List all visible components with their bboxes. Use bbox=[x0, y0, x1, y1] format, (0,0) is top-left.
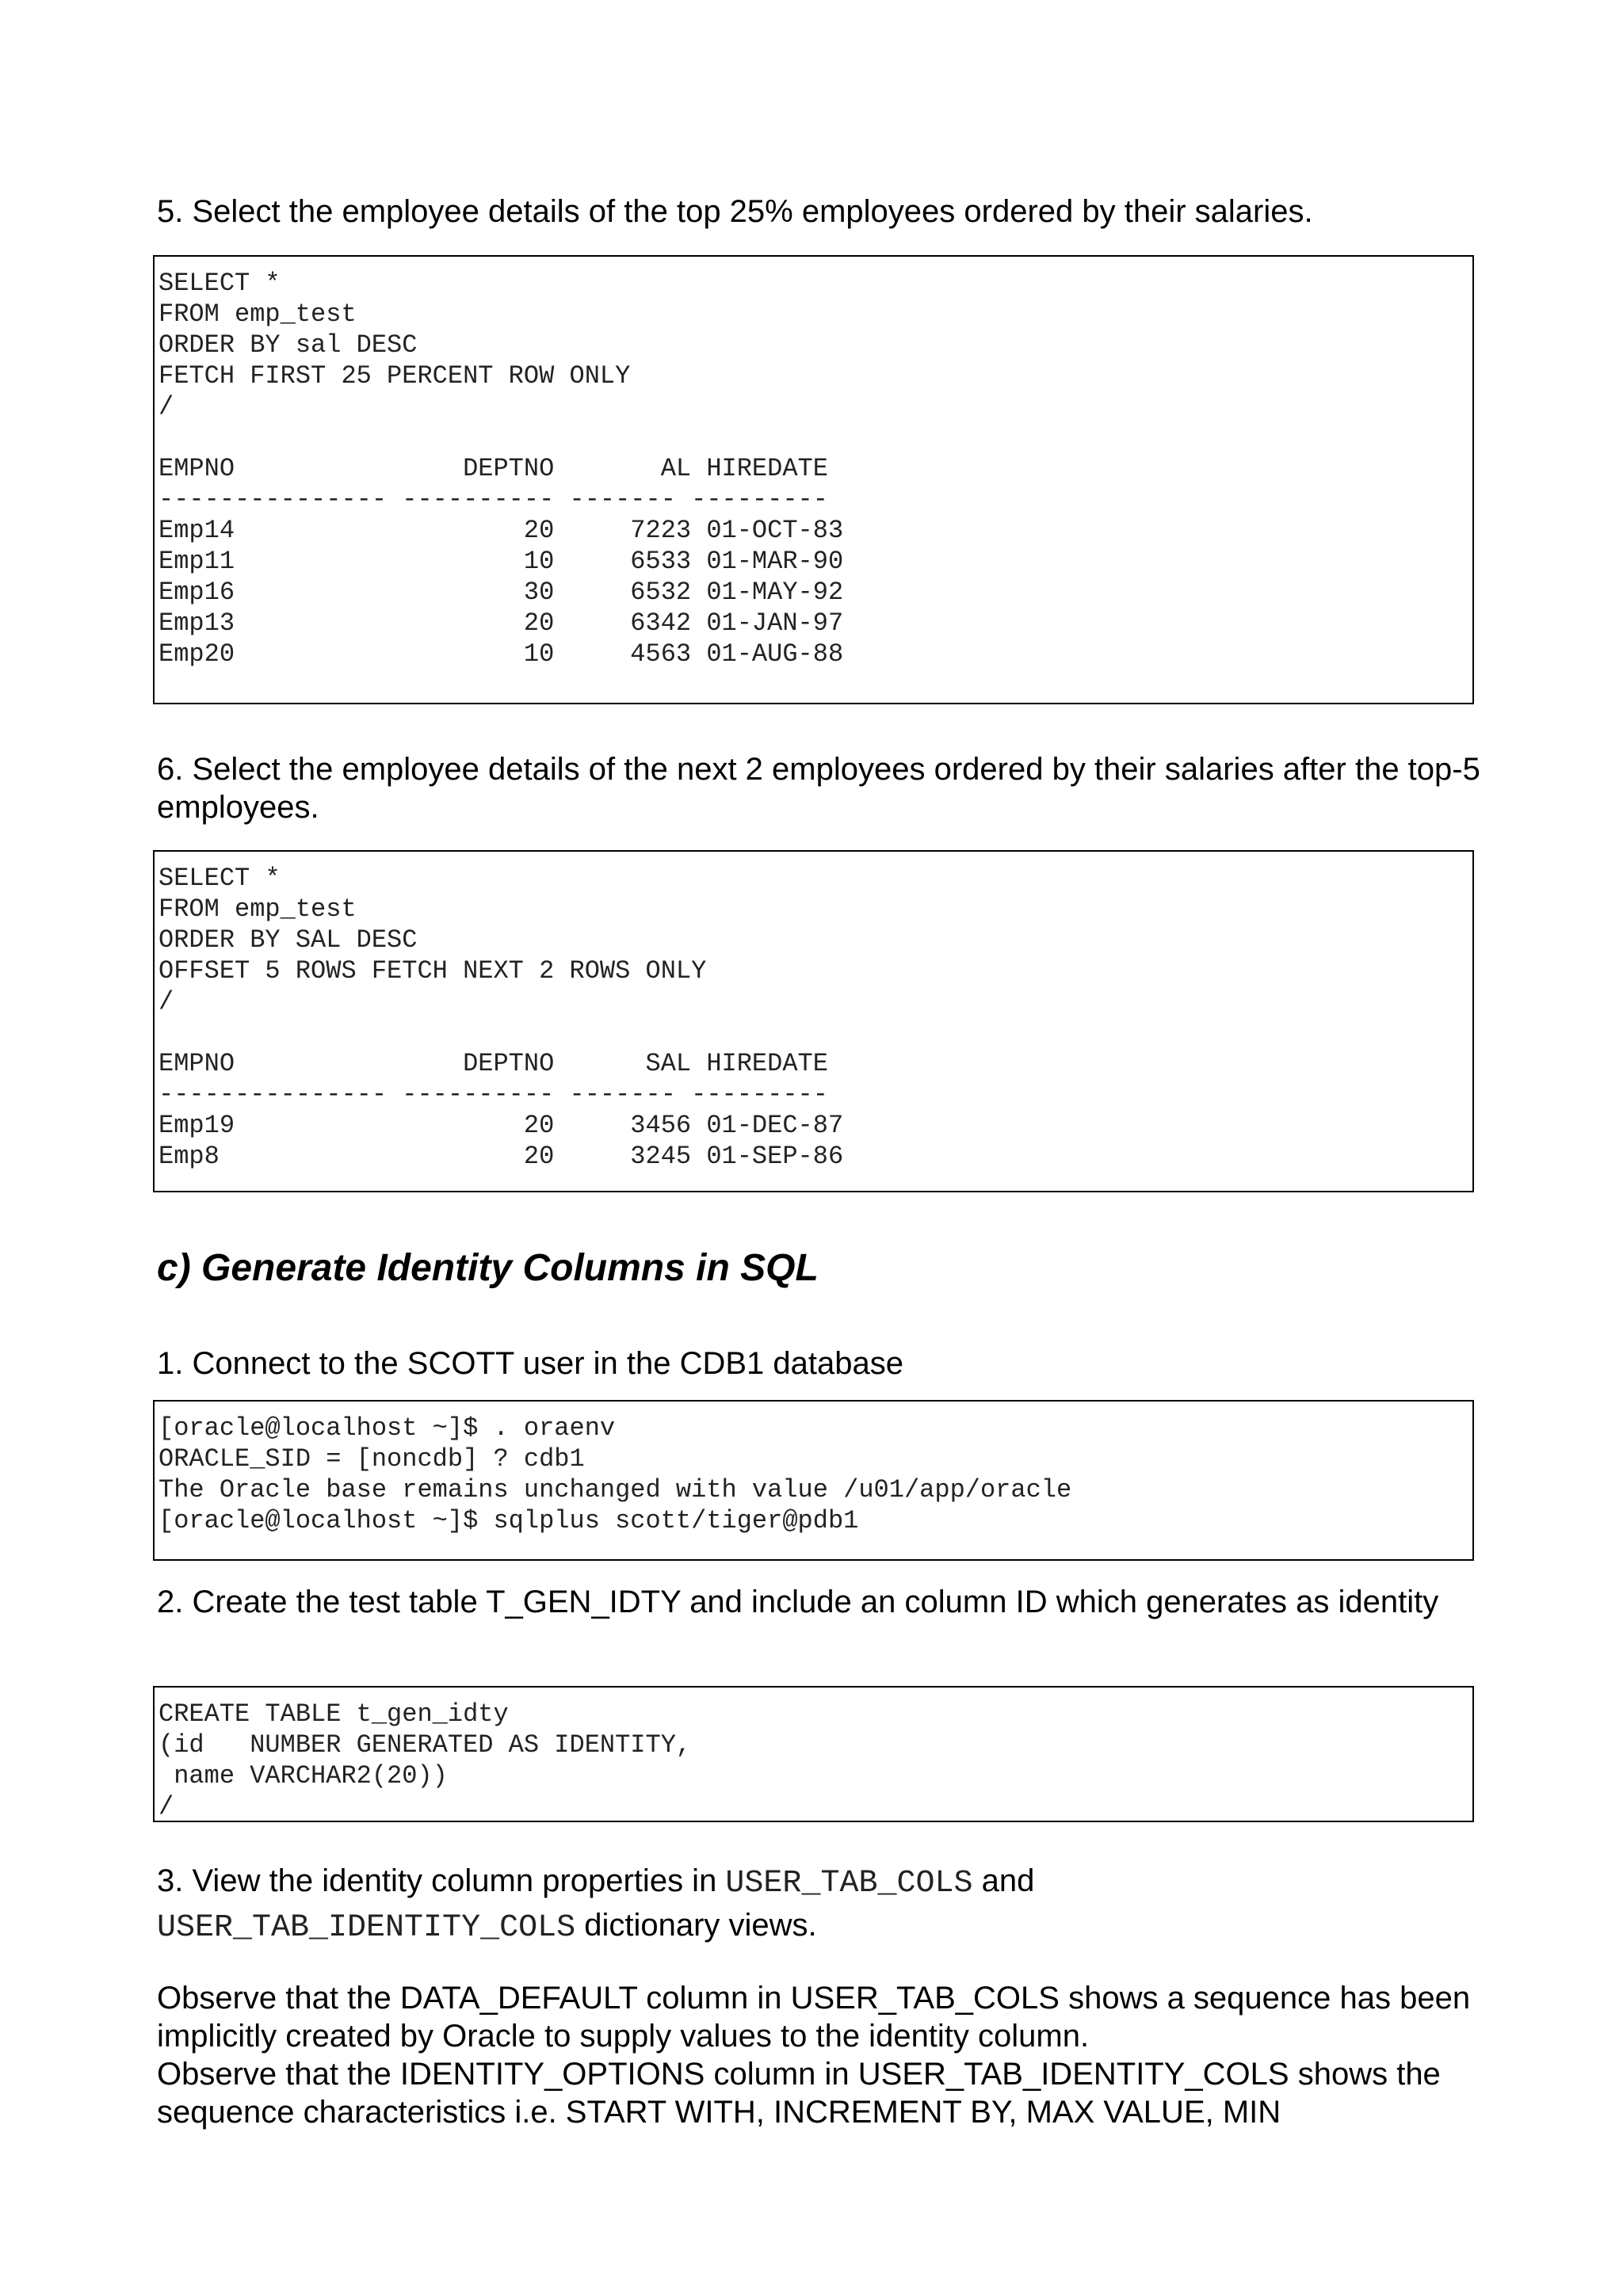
step-2-code: CREATE TABLE t_gen_idty (id NUMBER GENERATED AS IDENTITY, name VARCHAR2(20)) / bbox=[158, 1699, 692, 1821]
step-2-code-block bbox=[153, 1686, 1474, 1822]
question-6-text: 6. Select the employee details of the next 2 employees ordered by their salaries after the top-5 employees. bbox=[157, 752, 1489, 825]
step-3-text-before: 3. View the identity column properties in bbox=[157, 1863, 726, 1898]
query-5-code-block bbox=[153, 255, 1474, 704]
step-1-text: 1. Connect to the SCOTT user in the CDB1 database bbox=[157, 1346, 903, 1381]
step-1-code: [oracle@localhost ~]$ . oraenv ORACLE_SID = [noncdb] ? cdb1 The Oracle base remains unchanged with value /u01/app/oracle [oracle@localhost ~]$ sqlplus scott/tiger@pdb1 bbox=[158, 1413, 1072, 1535]
observe-data-default-text: Observe that the DATA_DEFAULT column in USER_TAB_COLS shows a sequence has been implicitly created by Oracle to supply values to the identity column. bbox=[157, 1981, 1480, 2054]
step-3-text-after: dictionary views. bbox=[575, 1908, 817, 1943]
user-tab-cols-code: USER_TAB_COLS bbox=[725, 1866, 973, 1901]
step-2-text: 2. Create the test table T_GEN_IDTY and include an column ID which generates as identity bbox=[157, 1585, 1439, 1619]
query-6-code-block bbox=[153, 850, 1474, 1192]
user-tab-identity-cols-code: USER_TAB_IDENTITY_COLS bbox=[157, 1910, 576, 1946]
observe-identity-options-text: Observe that the IDENTITY_OPTIONS column in USER_TAB_IDENTITY_COLS shows the sequence characteristics i.e. START WITH, INCREMENT BY, MAX VALUE, MIN bbox=[157, 2057, 1449, 2130]
question-5-text: 5. Select the employee details of the top 25% employees ordered by their salaries. bbox=[157, 194, 1313, 229]
query-6-code: SELECT * FROM emp_test ORDER BY SAL DESC OFFSET 5 ROWS FETCH NEXT 2 ROWS ONLY / EMPNO DEPTNO SAL HIREDATE --------------- ---------- ------- --------- Emp19 20 3456 01-DEC-87 Emp8 20 3245 01-SEP-86 bbox=[158, 864, 844, 1171]
step-3-text bbox=[157, 1860, 1266, 1949]
query-5-code: SELECT * FROM emp_test ORDER BY sal DESC FETCH FIRST 25 PERCENT ROW ONLY / EMPNO DEPTNO AL HIREDATE --------------- ---------- ------- --------- Emp14 20 7223 01-OCT-83 Emp11 10 6533 01-MAR-90 Emp16 30 6532 01-MAY-92 Emp13 20 6342 01-JAN-97 Emp20 10 4563 01-AUG-88 bbox=[158, 269, 844, 669]
section-c-heading: c) Generate Identity Columns in SQL bbox=[157, 1247, 819, 1289]
step-3-text-middle: and bbox=[972, 1863, 1044, 1898]
step-1-code-block bbox=[153, 1400, 1474, 1561]
